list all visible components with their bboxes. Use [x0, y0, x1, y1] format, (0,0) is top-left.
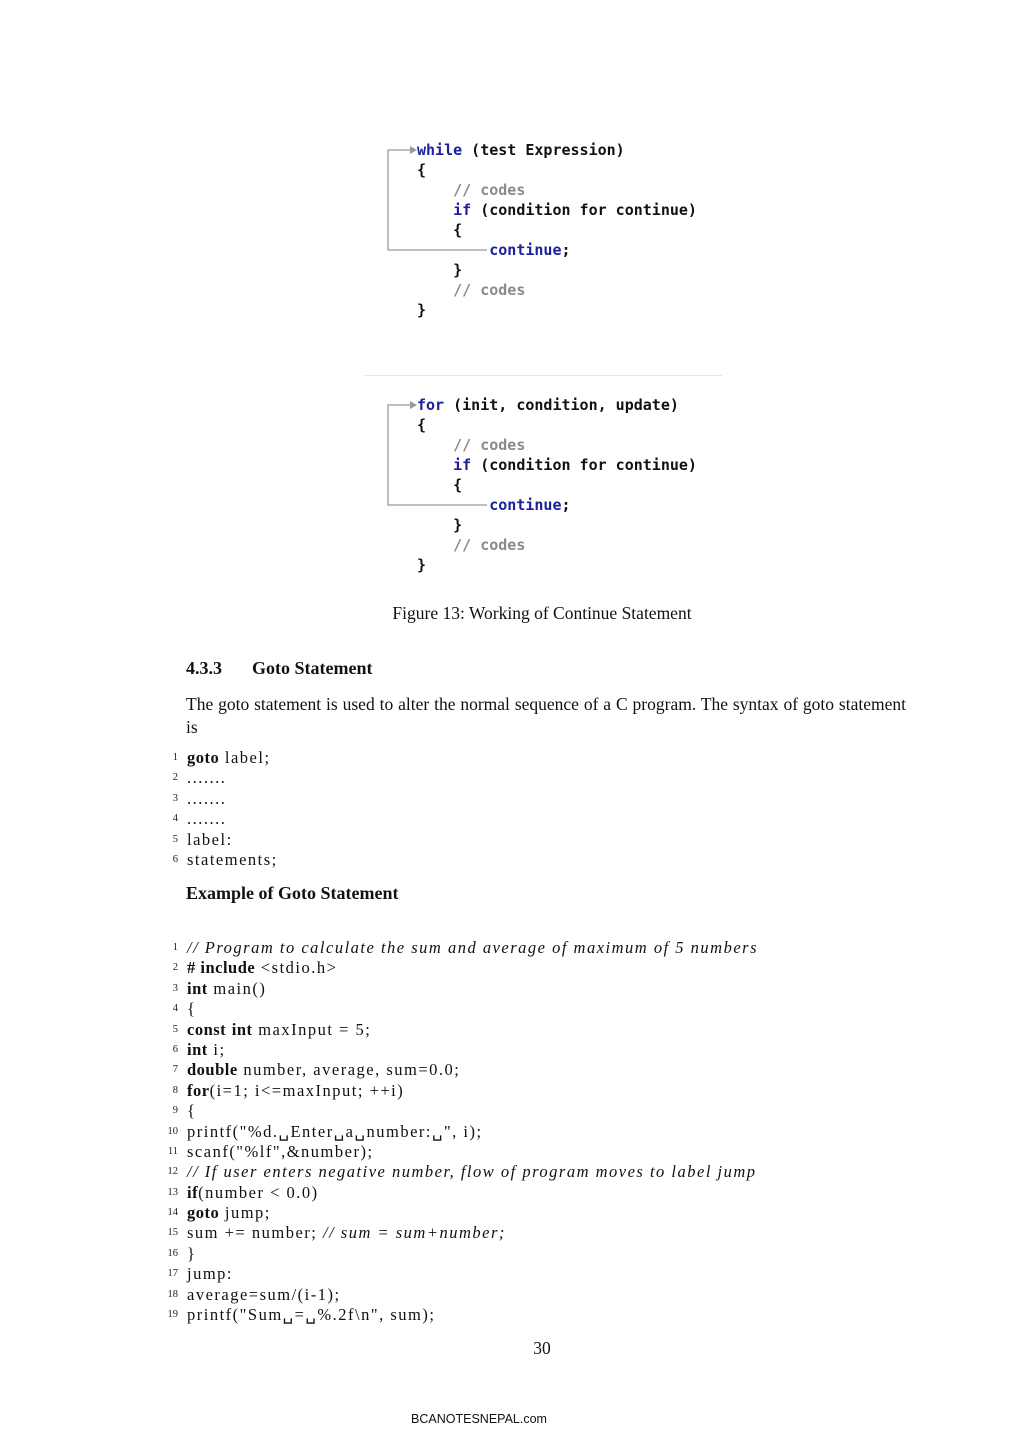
code-keyword: for: [417, 396, 445, 414]
diagram-code-line: [417, 280, 525, 300]
code-fragment: average=sum/(i-1);: [187, 1284, 341, 1304]
diagram-code-line: [417, 240, 571, 260]
code-text: [187, 830, 233, 850]
code-text: [187, 999, 196, 1019]
for-continue-diagram: [386, 395, 726, 585]
code-text: [187, 979, 266, 999]
code-line: [160, 830, 920, 850]
code-text: [187, 1305, 435, 1325]
line-number: 14: [167, 1207, 178, 1219]
code-text: [187, 1101, 196, 1121]
code-line: [160, 938, 920, 958]
diagram-code-line: [417, 140, 625, 160]
line-number: 12: [167, 1166, 178, 1178]
code-keyword: # include: [187, 958, 256, 978]
code-text: [187, 958, 337, 978]
code-text: [187, 1264, 233, 1284]
code-keyword: int: [187, 1039, 208, 1059]
code-comment: // codes: [417, 436, 526, 454]
code-text: [187, 789, 226, 809]
code-line: [160, 809, 920, 829]
example-code-listing: [160, 938, 920, 1325]
line-number: 5: [172, 833, 178, 845]
syntax-code-listing: [160, 748, 920, 870]
code-text: [187, 1081, 404, 1101]
code-comment: // Program to calculate the sum and average of maximum of 5 numbers: [187, 938, 758, 957]
code-text: [417, 456, 453, 474]
diagram-code-line: [417, 455, 697, 475]
code-text: }: [417, 301, 427, 319]
code-text: [187, 748, 271, 768]
code-line: [160, 768, 920, 788]
code-line: [160, 1223, 920, 1243]
code-text: {: [417, 476, 463, 494]
diagram-code-line: [417, 515, 462, 535]
diagram-code-line: [417, 180, 525, 200]
line-number: 13: [167, 1186, 178, 1198]
line-number: 16: [167, 1247, 178, 1259]
code-line: [160, 789, 920, 809]
code-text: [187, 850, 278, 870]
code-line: [160, 1122, 920, 1142]
code-fragment: printf("%d.␣Enter␣a␣number:␣", i);: [187, 1121, 483, 1141]
code-text: [417, 496, 489, 514]
code-fragment: printf("Sum␣=␣%.2f\n", sum);: [187, 1305, 436, 1325]
line-number: 8: [172, 1084, 178, 1096]
code-text: [187, 809, 226, 829]
diagram-code-line: [417, 260, 462, 280]
line-number: 17: [167, 1268, 178, 1280]
code-fragment: maxInput = 5;: [252, 1019, 372, 1039]
code-line: [160, 958, 920, 978]
code-line: [160, 1101, 920, 1121]
line-number: 11: [167, 1145, 178, 1157]
figure-caption: Figure 13: Working of Continue Statement: [392, 603, 692, 623]
code-text: (test Expression): [462, 141, 625, 159]
footer-site: BCANOTESNEPAL.com: [411, 1412, 547, 1426]
page-number: 30: [533, 1338, 551, 1358]
section-number: 4.3.3: [186, 658, 222, 678]
line-number: 18: [167, 1288, 178, 1300]
code-text: [187, 1203, 271, 1223]
code-line: [160, 1162, 920, 1182]
code-line: [160, 748, 920, 768]
section-heading: [186, 658, 372, 679]
code-fragment: scanf("%lf",&number);: [187, 1141, 374, 1161]
code-text: [187, 1020, 371, 1040]
code-line: [160, 1285, 920, 1305]
code-fragment: number, average, sum=0.0;: [237, 1060, 461, 1080]
code-text: [187, 1244, 196, 1264]
code-line: [160, 1264, 920, 1284]
code-comment: // If user enters negative number, flow of program moves to label jump: [187, 1162, 757, 1182]
code-fragment: jump;: [219, 1203, 271, 1223]
code-keyword: if: [453, 456, 472, 474]
code-line: [160, 979, 920, 999]
line-number: 9: [172, 1105, 178, 1117]
code-text: [187, 1142, 374, 1162]
code-fragment: (i=1; i<=maxInput; ++i): [209, 1080, 405, 1100]
diagram-code-line: [417, 495, 571, 515]
code-text: [187, 1040, 226, 1060]
code-keyword: int: [231, 1019, 253, 1039]
diagram-code-line: [417, 200, 697, 220]
code-fragment: i;: [207, 1039, 226, 1059]
code-text: }: [417, 556, 427, 574]
line-number: 5: [172, 1023, 178, 1035]
code-line: [160, 1183, 920, 1203]
diagram-code-line: [417, 415, 426, 435]
diagram-code-line: [417, 300, 426, 320]
code-line: [160, 1020, 920, 1040]
code-text: ;: [561, 241, 571, 259]
code-fragment: main(): [207, 978, 267, 998]
diagram-code-line: [417, 435, 525, 455]
code-keyword: int: [187, 978, 208, 998]
code-fragment: .......: [187, 768, 227, 788]
line-number: 7: [172, 1064, 178, 1076]
while-continue-diagram: [386, 140, 726, 330]
code-line: [160, 1081, 920, 1101]
code-line: [160, 1244, 920, 1264]
code-keyword: const: [187, 1019, 227, 1039]
line-number: 15: [167, 1227, 178, 1239]
line-number: 2: [172, 772, 178, 784]
line-number: 3: [172, 792, 178, 804]
code-text: [187, 1183, 319, 1203]
code-text: [187, 1223, 506, 1243]
code-comment: // codes: [417, 536, 526, 554]
code-fragment: {: [187, 1101, 197, 1121]
line-number: 3: [172, 982, 178, 994]
code-text: {: [417, 161, 427, 179]
line-number: 19: [167, 1309, 178, 1321]
code-fragment: label;: [219, 748, 271, 767]
code-text: }: [417, 516, 463, 534]
section-title: Goto Statement: [252, 658, 373, 678]
line-number: 10: [167, 1125, 178, 1137]
code-line: [160, 1060, 920, 1080]
code-keyword: for: [187, 1080, 210, 1100]
code-text: }: [417, 261, 463, 279]
code-keyword: continue: [489, 241, 562, 259]
code-line: [160, 1040, 920, 1060]
diagram-code-line: [417, 475, 462, 495]
code-keyword: if: [187, 1182, 199, 1202]
code-fragment: .......: [187, 788, 227, 808]
line-number: 1: [172, 942, 178, 953]
code-keyword: continue: [489, 496, 562, 514]
code-keyword: if: [453, 201, 472, 219]
code-comment: // sum = sum+number;: [322, 1223, 506, 1243]
example-heading: Example of Goto Statement: [186, 883, 399, 903]
diagram-code-line: [417, 555, 426, 575]
line-number: 6: [172, 853, 178, 865]
code-text: [417, 241, 489, 259]
code-fragment: label:: [187, 829, 233, 849]
diagram-code-line: [417, 395, 679, 415]
intro-paragraph: The goto statement is used to alter the normal sequence of a C program. The syntax of goto statement is: [186, 694, 906, 737]
code-keyword: goto: [187, 748, 220, 767]
code-keyword: double: [187, 1060, 238, 1080]
figure-divider: [364, 375, 722, 376]
code-text: [417, 201, 453, 219]
code-fragment: <stdio.h>: [255, 958, 338, 978]
code-comment: // codes: [417, 281, 526, 299]
code-text: (condition for continue): [471, 456, 697, 474]
code-text: [187, 1162, 757, 1182]
code-text: ;: [561, 496, 571, 514]
line-number: 6: [172, 1043, 178, 1055]
code-fragment: sum += number;: [187, 1223, 323, 1243]
code-keyword: goto: [187, 1203, 220, 1223]
line-number: 1: [172, 752, 178, 763]
code-line: [160, 1305, 920, 1325]
line-number: 2: [172, 962, 178, 974]
code-text: (init, condition, update): [444, 396, 679, 414]
code-text: [187, 1122, 483, 1142]
diagram-code-line: [417, 220, 462, 240]
code-text: [187, 1285, 341, 1305]
code-text: [187, 1060, 460, 1080]
code-comment: // codes: [417, 181, 526, 199]
code-fragment: (number < 0.0): [198, 1182, 319, 1202]
code-fragment: }: [187, 1243, 197, 1263]
code-fragment: jump:: [187, 1264, 234, 1284]
code-line: [160, 999, 920, 1019]
code-text: (condition for continue): [471, 201, 697, 219]
code-fragment: statements;: [187, 849, 278, 869]
code-line: [160, 1142, 920, 1162]
code-line: [160, 1203, 920, 1223]
code-fragment: .......: [187, 809, 227, 829]
code-text: {: [417, 416, 427, 434]
diagram-code-line: [417, 160, 426, 180]
code-text: [187, 938, 758, 958]
code-line: [160, 850, 920, 870]
code-text: {: [417, 221, 463, 239]
code-fragment: {: [187, 999, 197, 1019]
code-keyword: while: [417, 141, 463, 159]
diagram-code-line: [417, 535, 525, 555]
code-text: [187, 768, 226, 788]
line-number: 4: [172, 1003, 178, 1015]
line-number: 4: [172, 813, 178, 825]
